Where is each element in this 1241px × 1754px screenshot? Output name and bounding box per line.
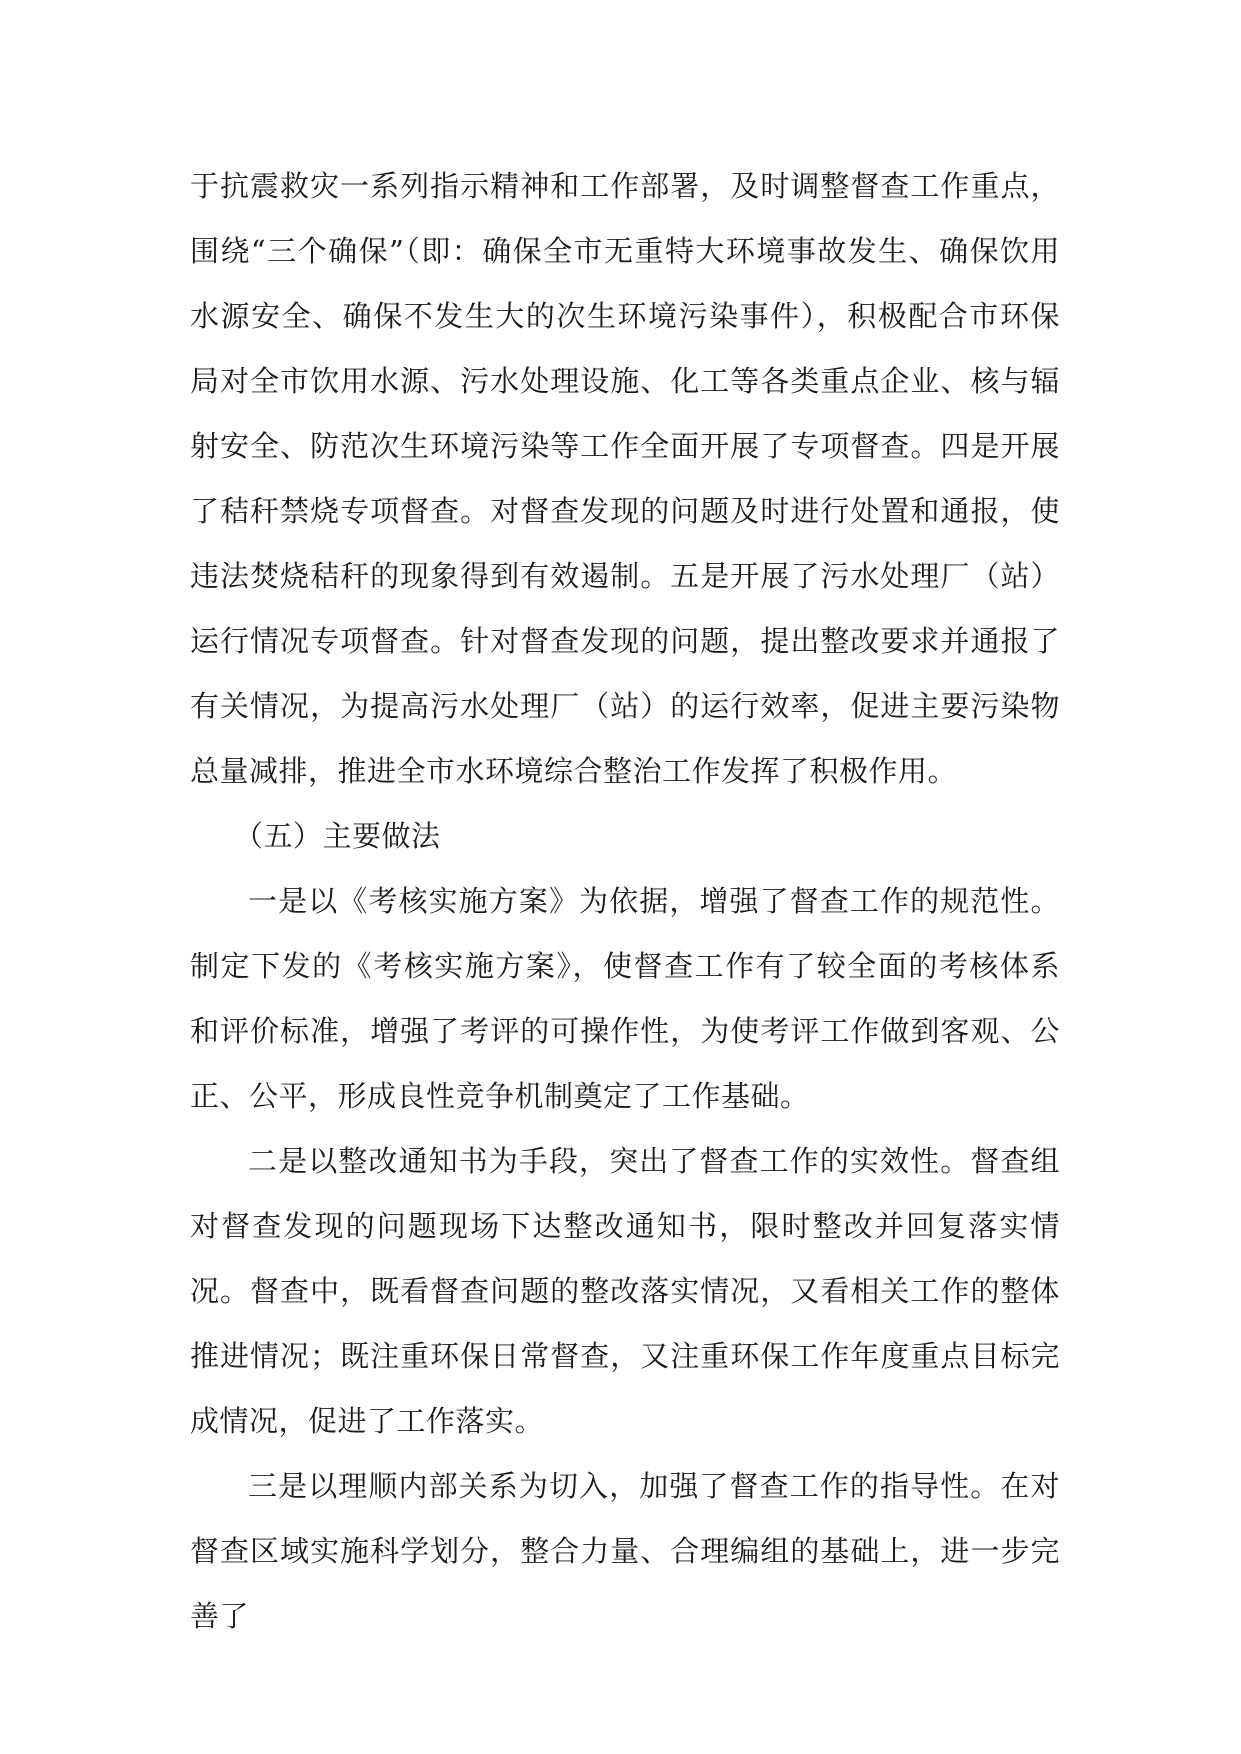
section-heading: （五）主要做法 xyxy=(234,819,441,853)
paragraph-continued: 于抗震救灾一系列指示精神和工作部署，及时调整督查工作重点，围绕“三个确保”（即：确保全市无重特大环境事故发生、确保饮用水源安全、确保不发生大的次生环境污染事件），积极配合市环保局对全市饮用水源、污水处理设施、化工等各类重点企业、核与辐射安全、防范次生环境污染等工作全面开展了专项督查。四是开展了秸秆禁烧专项督查。对督查发现的问题及时进行处置和通报，使违法焚烧秸秆的现象得到有效遏制。五是开展了污水处理厂（站）运行情况专项督查。针对督查发现的问题，提出整改要求并通报了有关情况，为提高污水处理厂（站）的运行效率，促进主要污染物总量减排，推进全市水环境综合整治工作发挥了积极作用。 xyxy=(190,169,1060,788)
paragraph-practice-one: 一是以《考核实施方案》为依据，增强了督查工作的规范性。制定下发的《考核实施方案》，使督查工作有了较全面的考核体系和评价标准，增强了考评的可操作性，为使考评工作做到客观、公正、公平，形成良性竞争机制奠定了工作基础。 xyxy=(190,884,1060,1113)
body-text xyxy=(190,154,1060,1649)
paragraph-practice-three: 三是以理顺内部关系为切入，加强了督查工作的指导性。在对督查区域实施科学划分，整合力量、合理编组的基础上，进一步完善了 xyxy=(190,1469,1060,1633)
paragraph-practice-two: 二是以整改通知书为手段，突出了督查工作的实效性。督查组对督查发现的问题现场下达整改通知书，限时整改并回复落实情况。督查中，既看督查问题的整改落实情况，又看相关工作的整体推进情况；既注重环保日常督查，又注重环保工作年度重点目标完成情况，促进了工作落实。 xyxy=(190,1144,1060,1438)
